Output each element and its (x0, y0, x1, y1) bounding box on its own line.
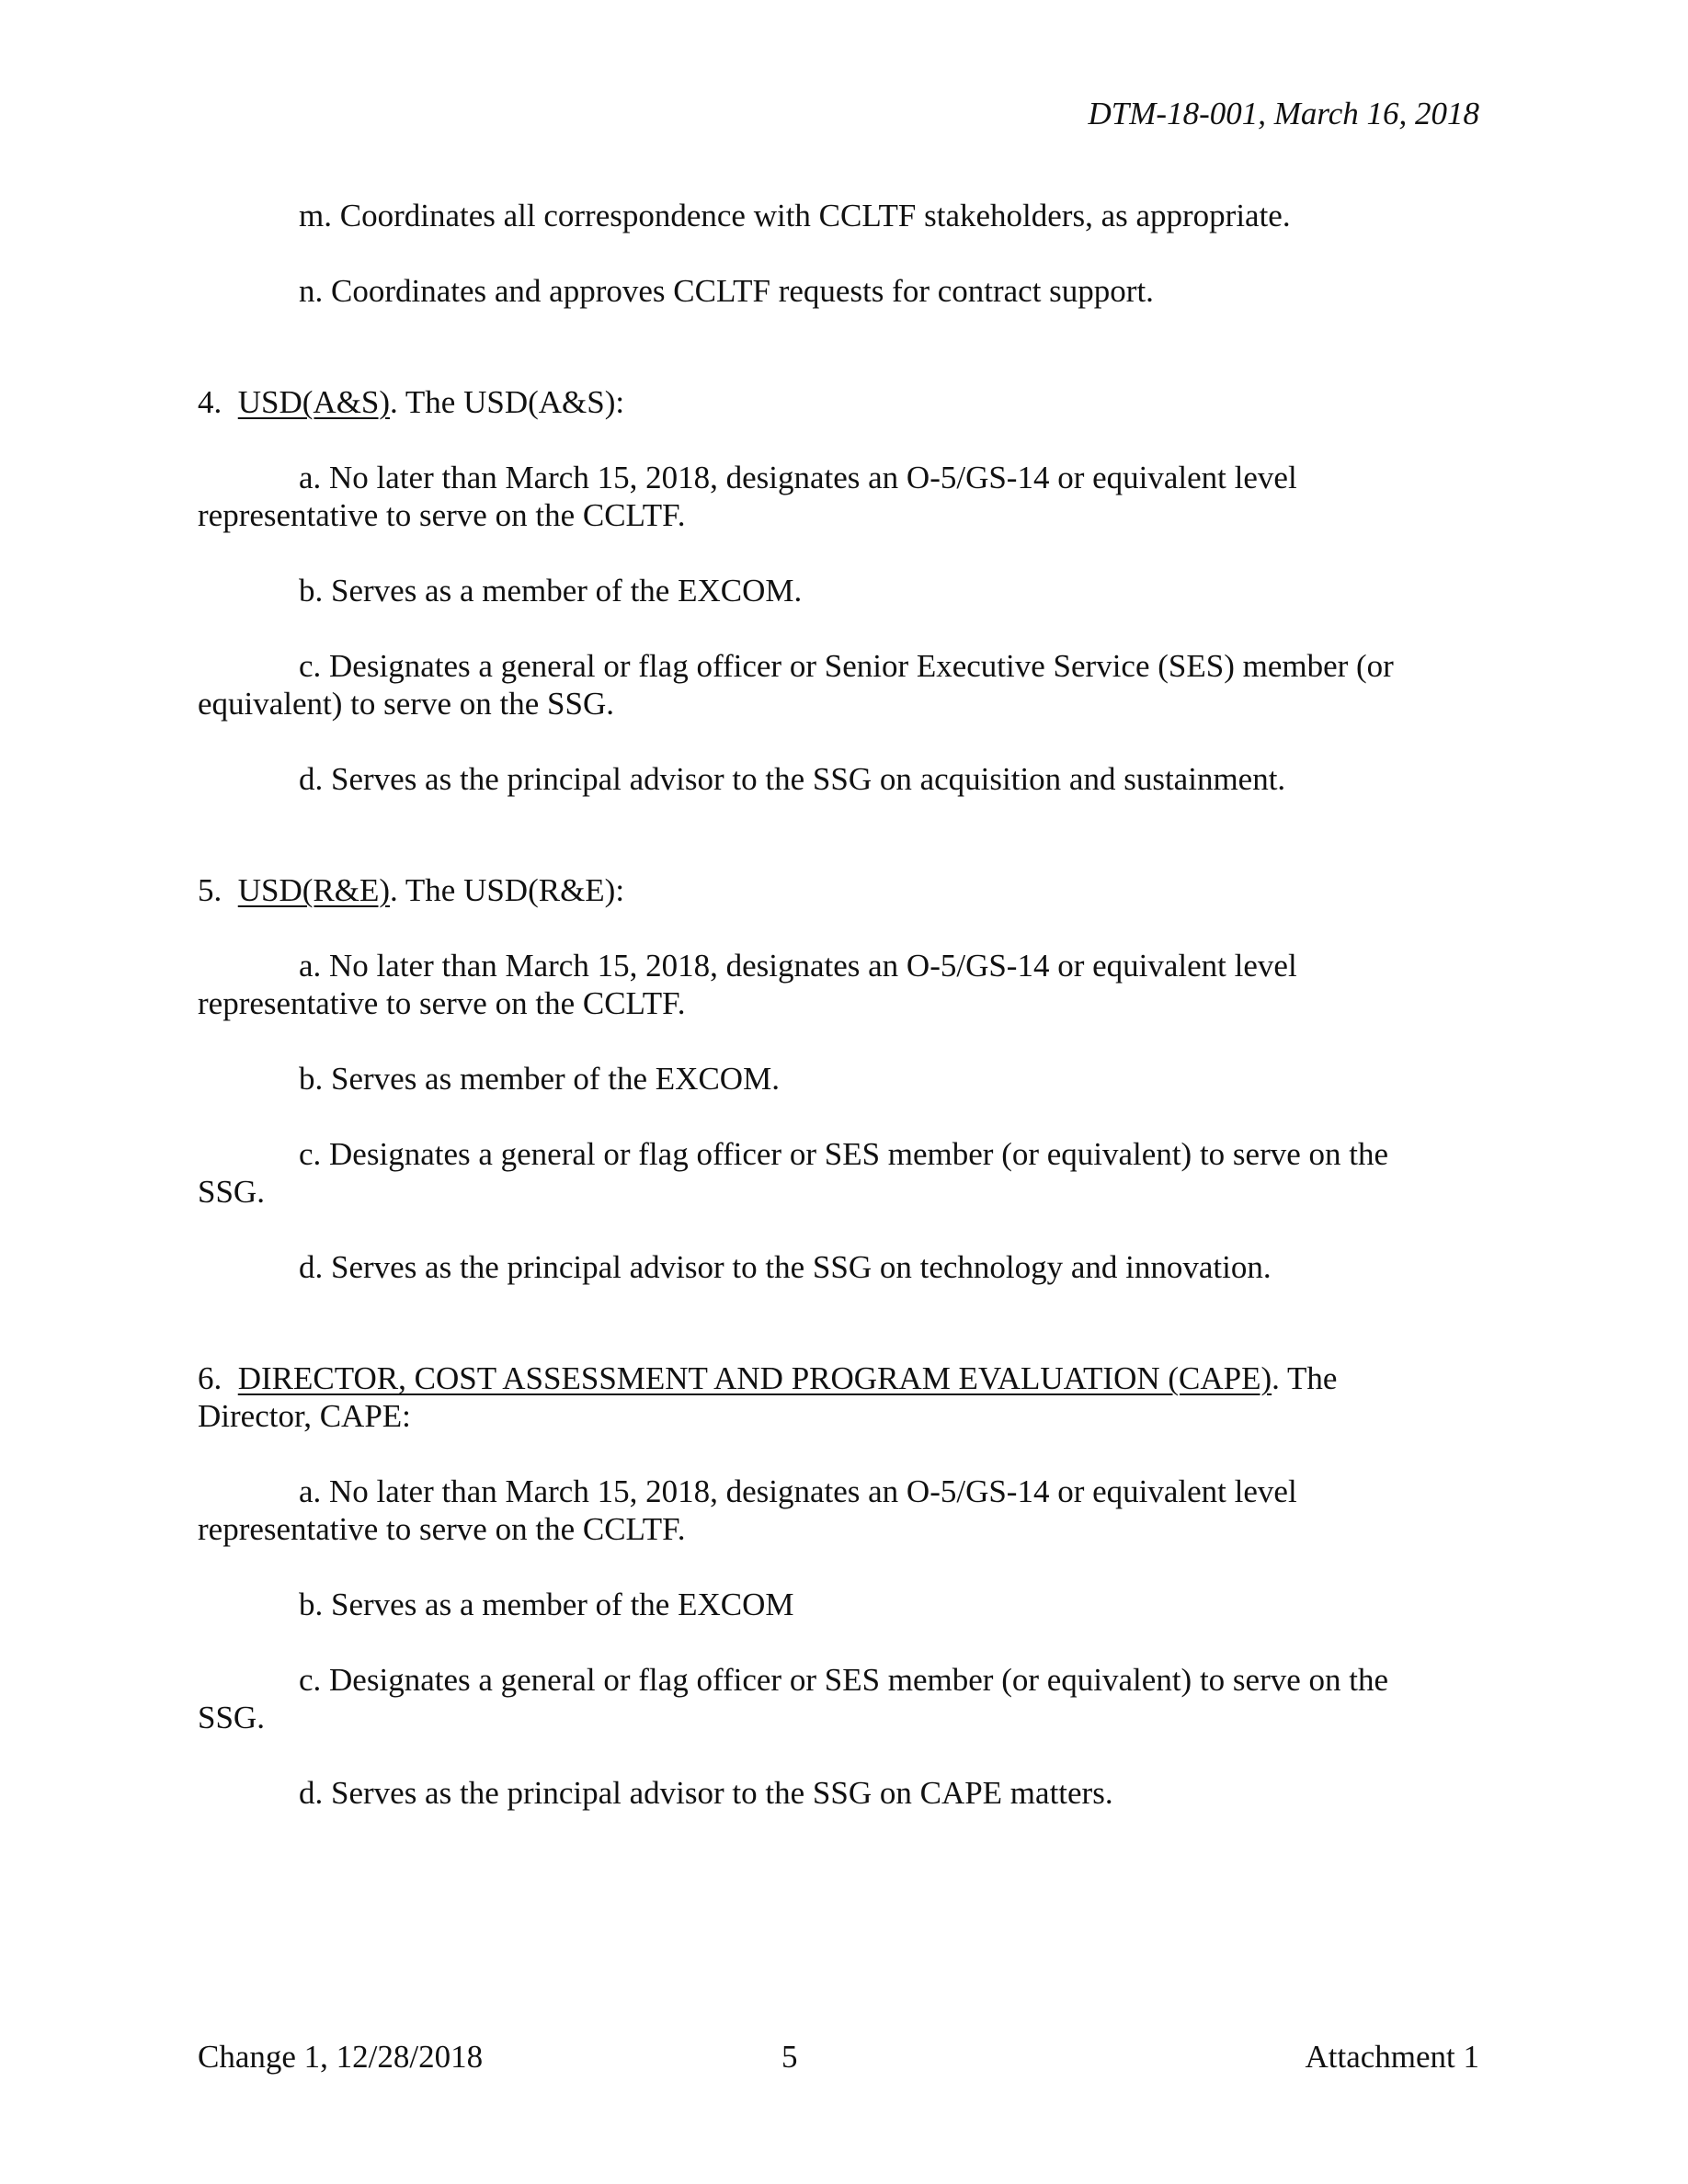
section-4-title: USD(A&S) (237, 384, 391, 420)
section-5-item-c-line2: SSG. (198, 1174, 265, 1210)
section-6-intro-line2: Director, CAPE: (198, 1398, 411, 1434)
section-4-item-b: b. Serves as a member of the EXCOM. (299, 573, 803, 609)
footer-attachment: Attachment 1 (1305, 2039, 1479, 2075)
section-4-item-c-line2: equivalent) to serve on the SSG. (198, 686, 614, 722)
section-4-heading (198, 383, 1494, 421)
section-4-intro: . The USD(A&S): (390, 384, 625, 420)
section-4-item-a-line2: representative to serve on the CCLTF. (198, 497, 686, 533)
section-5-item-c-line1: c. Designates a general or flag officer or SES member (or equivalent) to serve on the (299, 1136, 1389, 1172)
section-5-item-a-line1: a. No later than March 15, 2018, designates an O-5/GS-14 or equivalent level (299, 948, 1297, 984)
section-4-item-d: d. Serves as the principal advisor to the SSG on acquisition and sustainment. (299, 761, 1286, 797)
section-6-item-b: b. Serves as a member of the EXCOM (299, 1587, 794, 1622)
section-4-item-c-line1: c. Designates a general or flag officer or Senior Executive Service (SES) member (or (299, 648, 1394, 684)
footer-page-number: 5 (781, 2039, 798, 2075)
section-6-heading (198, 1359, 1494, 1397)
section-4-item-a-line1: a. No later than March 15, 2018, designates an O-5/GS-14 or equivalent level (299, 460, 1297, 495)
section-5-item-d: d. Serves as the principal advisor to the SSG on technology and innovation. (299, 1249, 1272, 1285)
section-6-item-d: d. Serves as the principal advisor to the SSG on CAPE matters. (299, 1775, 1113, 1811)
section-5-intro: . The USD(R&E): (390, 872, 625, 908)
section-6-item-c-line2: SSG. (198, 1700, 265, 1735)
item-m: m. Coordinates all correspondence with CCLTF stakeholders, as appropriate. (299, 198, 1291, 233)
footer-change-date: Change 1, 12/28/2018 (198, 2039, 484, 2075)
section-6-item-c-line1: c. Designates a general or flag officer or SES member (or equivalent) to serve on the (299, 1662, 1389, 1698)
section-5-number: 5. (198, 872, 222, 908)
document-reference-header: DTM-18-001, March 16, 2018 (1088, 96, 1479, 131)
section-5-title: USD(R&E) (237, 872, 391, 908)
section-5-heading (198, 871, 1494, 909)
section-6-title: DIRECTOR, COST ASSESSMENT AND PROGRAM EVALUATION (CAPE) (237, 1360, 1272, 1396)
section-6-number: 6. (198, 1360, 222, 1396)
section-5-item-a-line2: representative to serve on the CCLTF. (198, 985, 686, 1021)
section-5-item-b: b. Serves as member of the EXCOM. (299, 1061, 780, 1097)
section-6-item-a-line2: representative to serve on the CCLTF. (198, 1511, 686, 1547)
item-n: n. Coordinates and approves CCLTF requests for contract support. (299, 273, 1154, 309)
section-6-item-a-line1: a. No later than March 15, 2018, designates an O-5/GS-14 or equivalent level (299, 1473, 1297, 1509)
section-6-intro: . The (1272, 1360, 1338, 1396)
section-4-number: 4. (198, 384, 222, 420)
